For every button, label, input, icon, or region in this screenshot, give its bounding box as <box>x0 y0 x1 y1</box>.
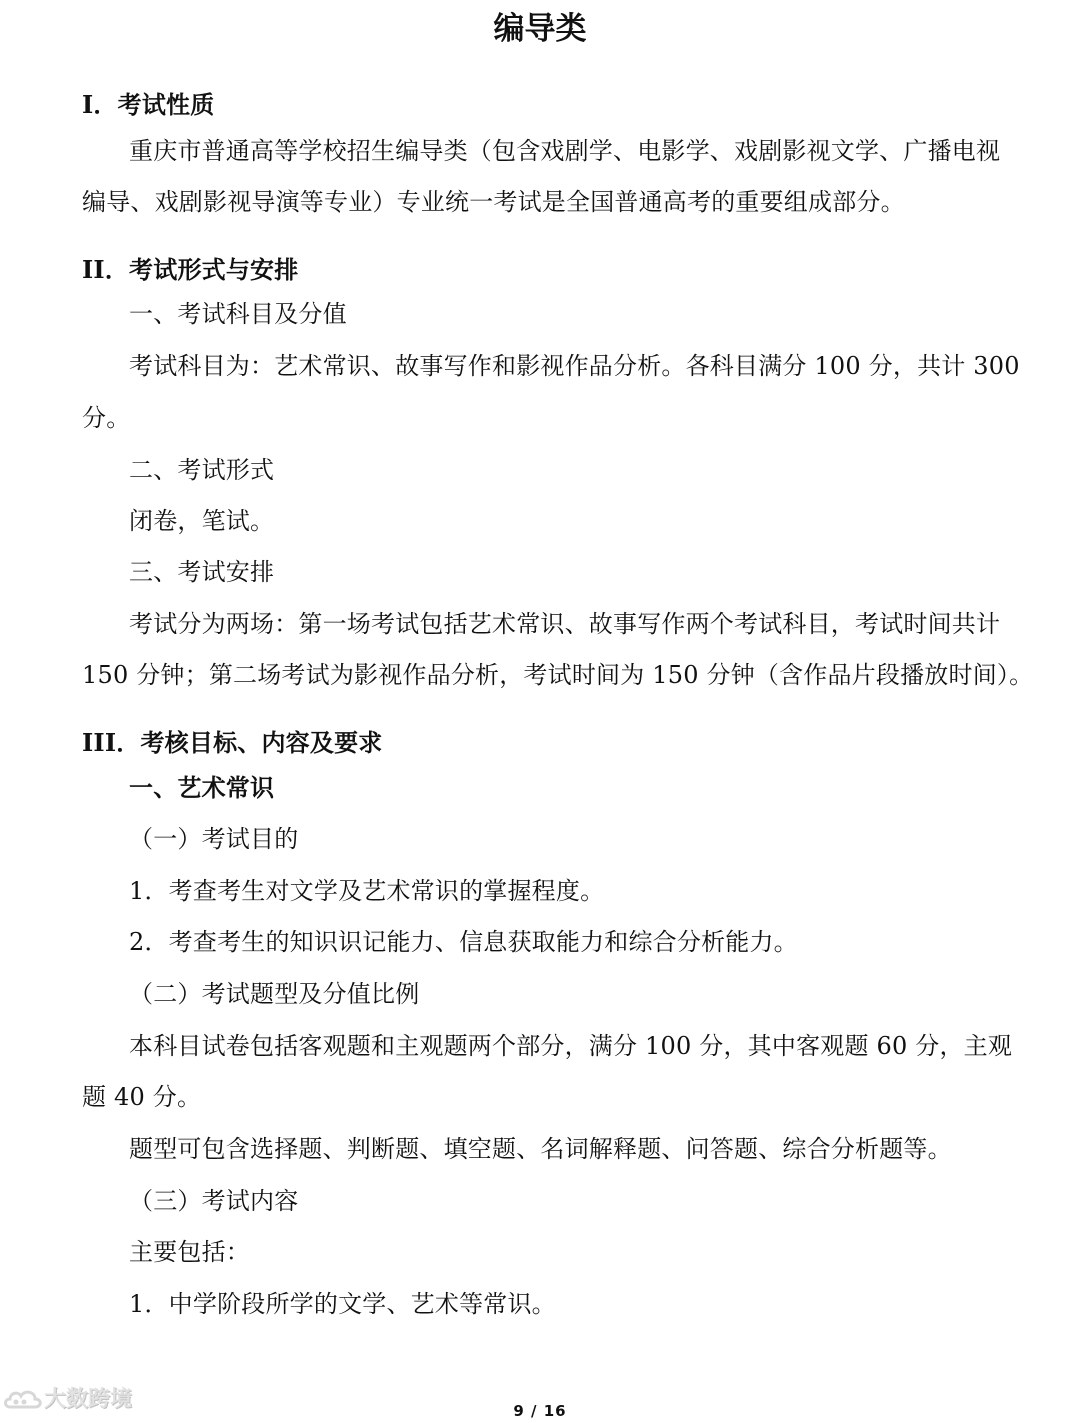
exam-content-intro: 主要包括： <box>129 1238 250 1266</box>
exam-content-item-1: 1．中学阶段所学的文学、艺术等常识。 <box>129 1290 556 1318</box>
section-2-subheading-3: 三、考试安排 <box>129 558 275 586</box>
section-2-heading: II．考试形式与安排 <box>82 255 299 284</box>
cloud-logo-icon <box>2 1386 44 1414</box>
watermark <box>2 1382 142 1418</box>
document-title: 编导类 <box>493 11 587 47</box>
watermark-text: 大数跨境 <box>44 1387 133 1412</box>
exam-purpose-item-2: 2．考查考生的知识识记能力、信息获取能力和综合分析能力。 <box>129 928 798 956</box>
section-1-heading: I．考试性质 <box>82 90 215 119</box>
exam-purpose-item-1: 1．考查考生对文学及艺术常识的掌握程度。 <box>129 877 605 905</box>
section-1-paragraph-line-2: 编导、戏剧影视导演等专业）专业统一考试是全国普通高考的重要组成部分。 <box>82 188 905 216</box>
section-2-subheading-2: 二、考试形式 <box>129 456 275 484</box>
section-2-subjects-line-2: 分。 <box>82 404 131 432</box>
section-2-schedule-line-2: 150 分钟；第二场考试为影视作品分析，考试时间为 150 分钟（含作品片段播放时间）。 <box>82 661 1034 689</box>
section-3-part-1-heading: 一、艺术常识 <box>129 773 275 802</box>
question-types-line-2: 题 40 分。 <box>82 1083 202 1111</box>
question-types-heading: （二）考试题型及分值比例 <box>129 980 420 1008</box>
page-number: 9 / 16 <box>513 1402 567 1420</box>
section-1-paragraph-line-1: 重庆市普通高等学校招生编导类（包含戏剧学、电影学、戏剧影视文学、广播电视 <box>129 137 1001 165</box>
question-types-line-1: 本科目试卷包括客观题和主观题两个部分，满分 100 分，其中客观题 60 分，主观 <box>129 1032 1013 1060</box>
section-3-heading: III．考核目标、内容及要求 <box>82 728 383 757</box>
section-2-subheading-1: 一、考试科目及分值 <box>129 300 347 328</box>
question-types-line-3: 题型可包含选择题、判断题、填空题、名词解释题、问答题、综合分析题等。 <box>129 1135 952 1163</box>
section-2-format-text: 闭卷，笔试。 <box>129 507 275 535</box>
exam-content-heading: （三）考试内容 <box>129 1187 299 1215</box>
exam-purpose-heading: （一）考试目的 <box>129 825 299 853</box>
section-2-schedule-line-1: 考试分为两场：第一场考试包括艺术常识、故事写作两个考试科目，考试时间共计 <box>129 610 1001 638</box>
section-2-subjects-line-1: 考试科目为：艺术常识、故事写作和影视作品分析。各科目满分 100 分，共计 300 <box>129 352 1020 380</box>
